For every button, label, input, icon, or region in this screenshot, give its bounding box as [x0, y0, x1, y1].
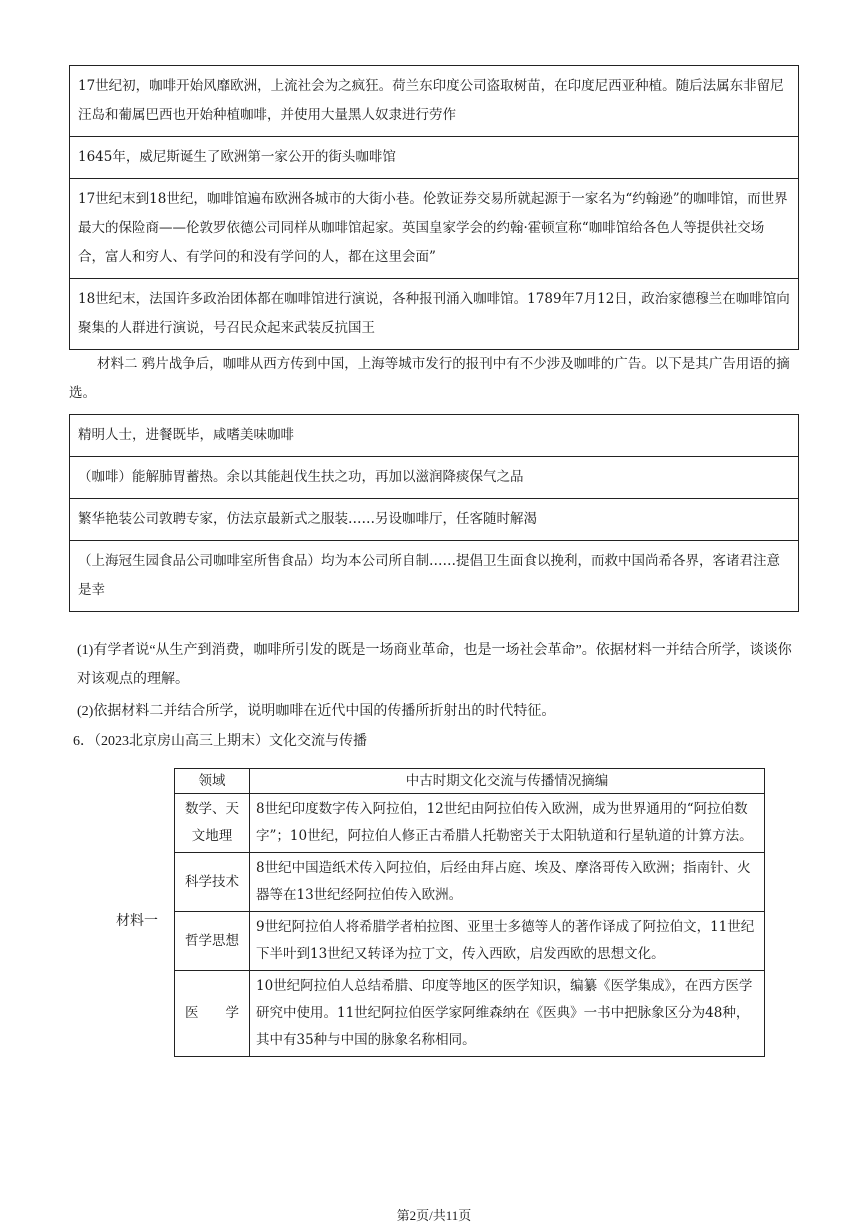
table-cell: 1645年，威尼斯诞生了欧洲第一家公开的街头咖啡馆 — [70, 137, 799, 179]
table-row — [70, 279, 799, 350]
material1-table — [69, 65, 799, 350]
table-cell: （咖啡）能解肺胃蓄热。余以其能赳伐生扶之功，再加以滋润降痰保气之品 — [70, 457, 799, 499]
table-header-row — [175, 769, 765, 794]
field-cell: 医 学 — [175, 971, 250, 1057]
content-cell: 8世纪中国造纸术传入阿拉伯，后经由拜占庭、埃及、摩洛哥传入欧洲；指南针、火器等在13世纪经阿拉伯传入欧洲。 — [250, 853, 765, 912]
field-cell: 哲学思想 — [175, 912, 250, 971]
table-row — [70, 457, 799, 499]
table-row — [70, 179, 799, 279]
material1-label: 材料一 — [116, 913, 158, 929]
table-row — [70, 415, 799, 457]
table-cell: 17世纪末到18世纪，咖啡馆遍布欧洲各城市的大街小巷。伦敦证券交易所就起源于一家名为“约翰逊”的咖啡馆，而世界最大的保险商——伦敦罗依德公司同样从咖啡馆起家。英国皇家学会的约翰·霍顿宣称“咖啡馆给各色人等提供社交场合，富人和穷人、有学问的和没有学问的人，都在这里会面” — [70, 179, 799, 279]
table-cell: 18世纪末，法国许多政治团体都在咖啡馆进行演说，各种报刊涌入咖啡馆。1789年7月12日，政治家德穆兰在咖啡馆向聚集的人群进行演说，号召民众起来武装反抗国王 — [70, 279, 799, 350]
column-header: 中古时期文化交流与传播情况摘编 — [250, 769, 765, 794]
item-6-heading: 6．（2023北京房山高三上期末）文化交流与传播 — [73, 734, 367, 749]
table-row — [70, 499, 799, 541]
column-header: 领域 — [175, 769, 250, 794]
field-cell: 科学技术 — [175, 853, 250, 912]
table-row — [175, 912, 765, 971]
table-row — [70, 137, 799, 179]
table-cell: 繁华艳装公司敦聘专家，仿法京最新式之服装……另设咖啡厅，任客随时解渴 — [70, 499, 799, 541]
content-cell: 8世纪印度数字传入阿拉伯，12世纪由阿拉伯传入欧洲，成为世界通用的“阿拉伯数字”；10世纪，阿拉伯人修正古希腊人托勒密关于太阳轨道和行星轨道的计算方法。 — [250, 794, 765, 853]
table-cell: 17世纪初，咖啡开始风靡欧洲，上流社会为之疯狂。荷兰东印度公司盗取树苗，在印度尼西亚种植。随后法属东非留尼汪岛和葡属巴西也开始种植咖啡，并使用大量黑人奴隶进行劳作 — [70, 66, 799, 137]
content-cell: 10世纪阿拉伯人总结希腊、印度等地区的医学知识，编纂《医学集成》，在西方医学研究中使用。11世纪阿拉伯医学家阿维森纳在《医典》一书中把脉象区分为48种，其中有35种与中国的脉象名称相同。 — [250, 971, 765, 1057]
question-1: (1)有学者说“从生产到消费，咖啡所引发的既是一场商业革命，也是一场社会革命”。依据材料一并结合所学，谈谈你对该观点的理解。 — [77, 643, 792, 687]
field-cell: 数学、天文地理 — [175, 794, 250, 853]
table-row — [175, 853, 765, 912]
table-cell: （上海冠生园食品公司咖啡室所售食品）均为本公司所自制……提倡卫生面食以挽利，而救中国尚希各界，客诸君注意是幸 — [70, 541, 799, 612]
table-row — [175, 794, 765, 853]
table-row — [175, 971, 765, 1057]
question-2: (2)依据材料二并结合所学，说明咖啡在近代中国的传播所折射出的时代特征。 — [77, 704, 556, 719]
material2-intro: 材料二 鸦片战争后，咖啡从西方传到中国，上海等城市发行的报刊中有不少涉及咖啡的广告。以下是其广告用语的摘选。 — [69, 356, 790, 401]
content-cell: 9世纪阿拉伯人将希腊学者柏拉图、亚里士多德等人的著作译成了阿拉伯文，11世纪下半叶到13世纪又转译为拉丁文，传入西欧，启发西欧的思想文化。 — [250, 912, 765, 971]
table-row — [70, 66, 799, 137]
material2-table — [69, 414, 799, 612]
exchange-table — [174, 768, 765, 1057]
page-footer: 第2页/共11页 — [396, 1208, 472, 1223]
table-row — [70, 541, 799, 612]
table-cell: 精明人士，进餐既毕，咸嗜美味咖啡 — [70, 415, 799, 457]
